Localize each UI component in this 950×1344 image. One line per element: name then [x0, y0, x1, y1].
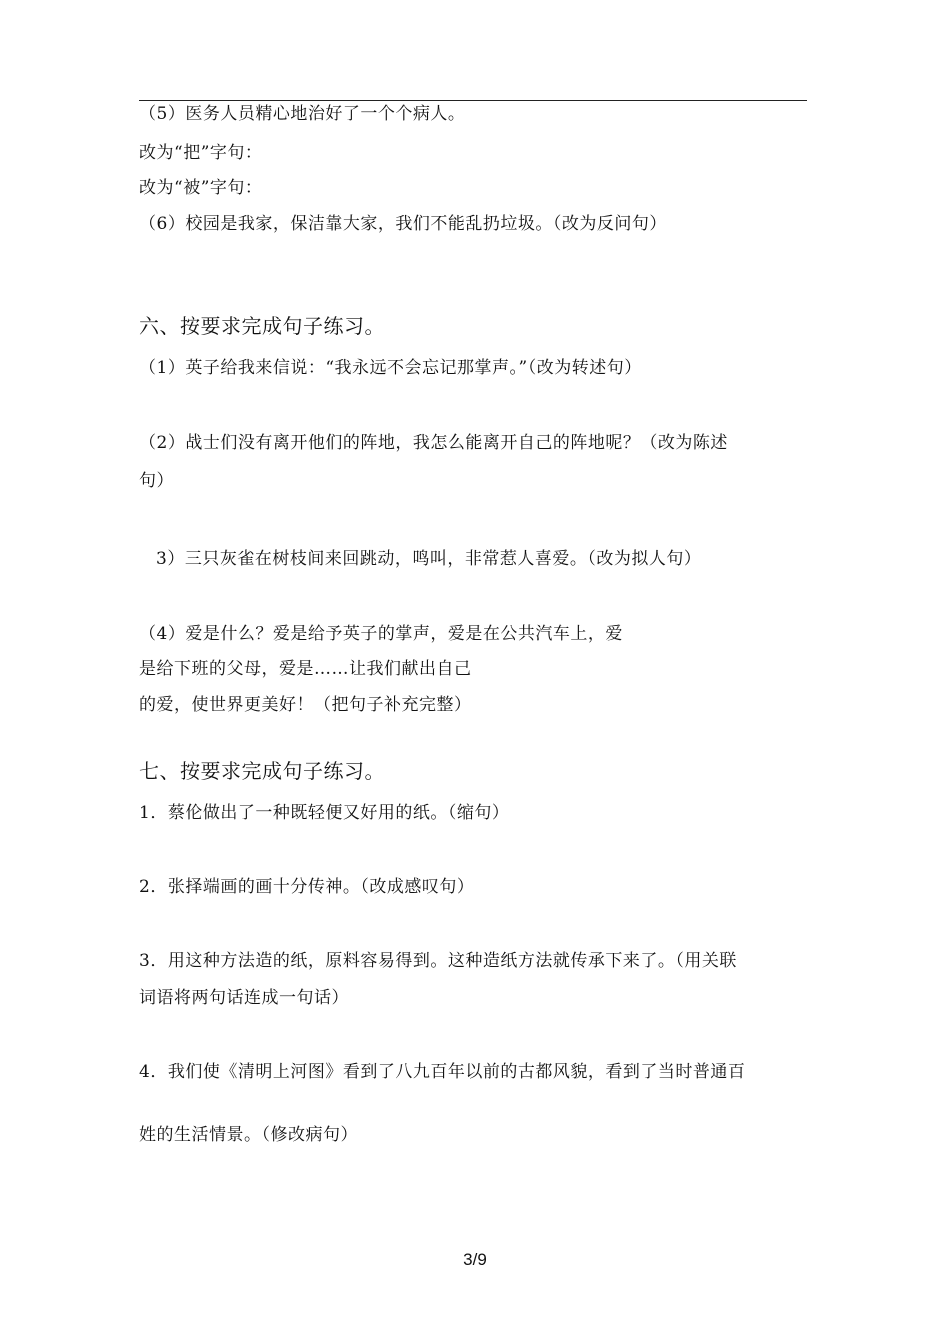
s7-question-2: 2．张择端画的画十分传神。（改成感叹句）	[139, 877, 475, 897]
s6-question-1: （1）英子给我来信说：“我永远不会忘记那掌声。”（改为转述句）	[139, 358, 642, 378]
s7-question-4-line-2: 姓的生活情景。（修改病句）	[139, 1125, 358, 1145]
s7-question-1: 1．蔡伦做出了一种既轻便又好用的纸。（缩句）	[139, 803, 510, 823]
s6-question-4-line-2: 是给下班的父母，爱是……让我们献出自己	[139, 659, 472, 679]
s5-question-5-bei: 改为“被”字句：	[139, 178, 263, 198]
page-number: 3/9	[463, 1250, 487, 1269]
s6-question-4-line-1: （4）爱是什么？爱是给予英子的掌声，爱是在公共汽车上，爱	[139, 624, 623, 644]
s7-question-3-line-1: 3．用这种方法造的纸，原料容易得到。这种造纸方法就传承下来了。（用关联	[139, 951, 737, 971]
s5-question-5: （5）医务人员精心地治好了一个个病人。	[139, 104, 466, 124]
s6-question-2-line-2: 句）	[139, 471, 174, 491]
s6-question-3: 3）三只灰雀在树枝间来回跳动，鸣叫，非常惹人喜爱。（改为拟人句）	[156, 549, 702, 569]
s6-question-4-line-3: 的爱，使世界更美好！（把句子补充完整）	[139, 695, 472, 715]
section-6-heading: 六、按要求完成句子练习。	[139, 314, 385, 338]
section-7-heading: 七、按要求完成句子练习。	[139, 759, 385, 783]
header-rule	[139, 100, 807, 101]
s7-question-4-line-1: 4．我们使《清明上河图》看到了八九百年以前的古都风貌，看到了当时普通百	[139, 1062, 746, 1082]
s5-question-5-ba: 改为“把”字句：	[139, 143, 263, 163]
s5-question-6: （6）校园是我家，保洁靠大家，我们不能乱扔垃圾。（改为反问句）	[139, 214, 667, 234]
s7-question-3-line-2: 词语将两句话连成一句话）	[139, 988, 349, 1008]
s6-question-2-line-1: （2）战士们没有离开他们的阵地，我怎么能离开自己的阵地呢？（改为陈述	[139, 433, 728, 453]
